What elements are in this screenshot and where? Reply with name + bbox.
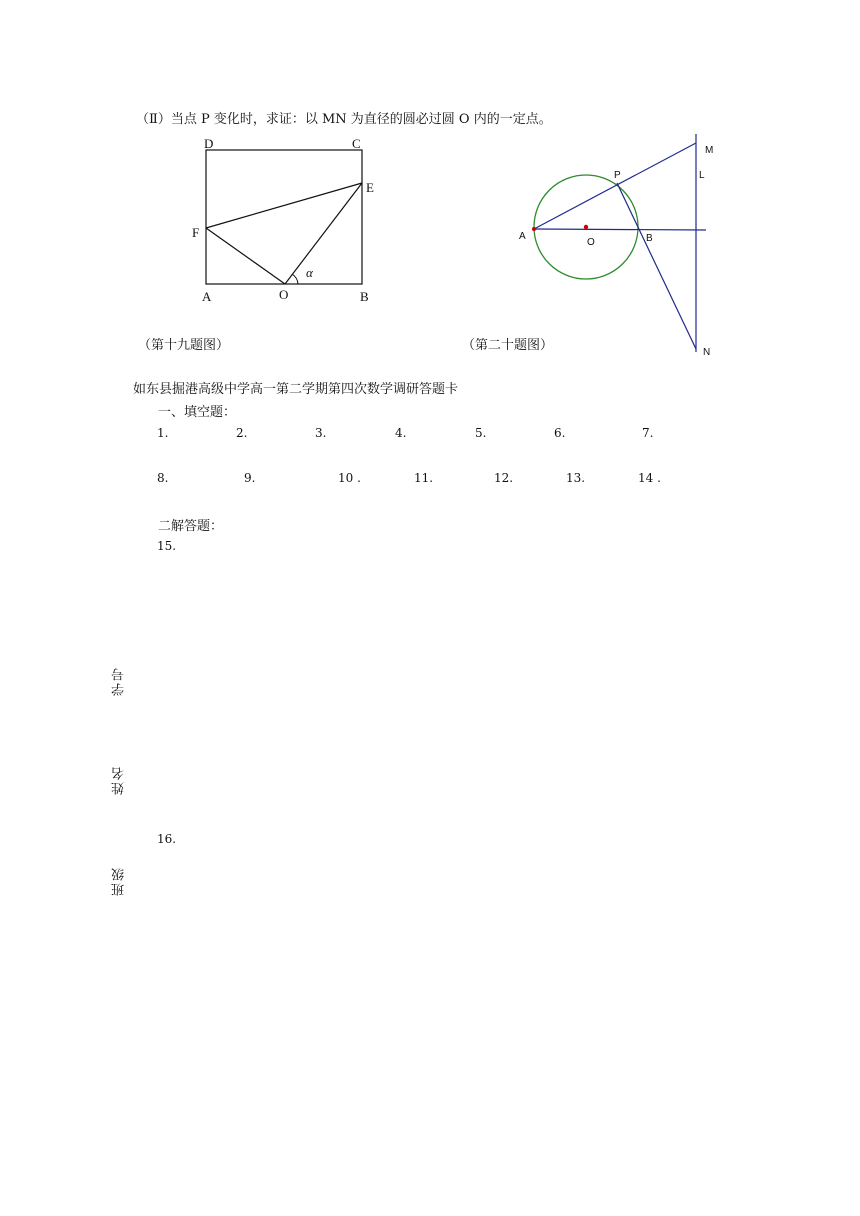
label-f: F	[192, 225, 200, 240]
label-c: C	[352, 136, 361, 151]
blank-1: 1.	[157, 426, 169, 440]
blank-8: 8.	[157, 471, 169, 485]
line-pn	[617, 183, 696, 349]
segment-fe	[206, 183, 362, 228]
blank-13: 13.	[566, 471, 586, 485]
center-point-o	[584, 225, 588, 229]
blank-12: 12.	[494, 471, 514, 485]
angle-alpha-arc	[292, 274, 298, 284]
blank-3: 3.	[315, 426, 327, 440]
blank-11: 11.	[414, 471, 434, 485]
blank-4: 4.	[395, 426, 407, 440]
line-ab	[534, 229, 706, 230]
question-part-text: （Ⅱ）当点 P 变化时，求证：以 MN 为直径的圆必过圆 O 内的一定点。	[136, 112, 552, 127]
blank-5: 5.	[475, 426, 487, 440]
segment-oe	[285, 183, 362, 284]
blank-2: 2.	[236, 426, 248, 440]
label-b2: B	[646, 233, 653, 244]
question-15: 15.	[157, 539, 177, 553]
label-n: N	[703, 347, 711, 358]
caption-figure-20: （第二十题图）	[462, 338, 554, 353]
label-l: L	[699, 170, 705, 181]
side-label-class: 班级	[112, 866, 127, 896]
question-16: 16.	[157, 832, 177, 846]
label-b: B	[360, 289, 369, 304]
side-label-student-id: 学号	[112, 666, 127, 696]
blank-9: 9.	[244, 471, 256, 485]
section-solutions: 二解答题：	[158, 519, 224, 534]
label-a: A	[202, 289, 212, 304]
label-a2: A	[519, 231, 526, 242]
label-m: M	[705, 145, 714, 156]
segment-fo	[206, 228, 285, 284]
label-o: O	[279, 287, 289, 302]
label-e: E	[366, 180, 374, 195]
side-label-name: 姓名	[112, 765, 127, 795]
label-o2: O	[587, 237, 595, 248]
blank-7: 7.	[642, 426, 654, 440]
blank-6: 6.	[554, 426, 566, 440]
answer-card-title: 如东县掘港高级中学高一第二学期第四次数学调研答题卡	[133, 382, 459, 397]
label-alpha: α	[306, 265, 313, 280]
line-am	[534, 143, 696, 229]
blank-10: 10 .	[338, 471, 361, 485]
section-fill-blank: 一、填空题：	[158, 405, 237, 420]
label-d: D	[204, 136, 214, 151]
blank-14: 14 .	[638, 471, 661, 485]
caption-figure-19: （第十九题图）	[138, 338, 230, 353]
label-p: P	[614, 170, 621, 181]
square-abcd	[206, 150, 362, 284]
point-a	[532, 227, 536, 231]
